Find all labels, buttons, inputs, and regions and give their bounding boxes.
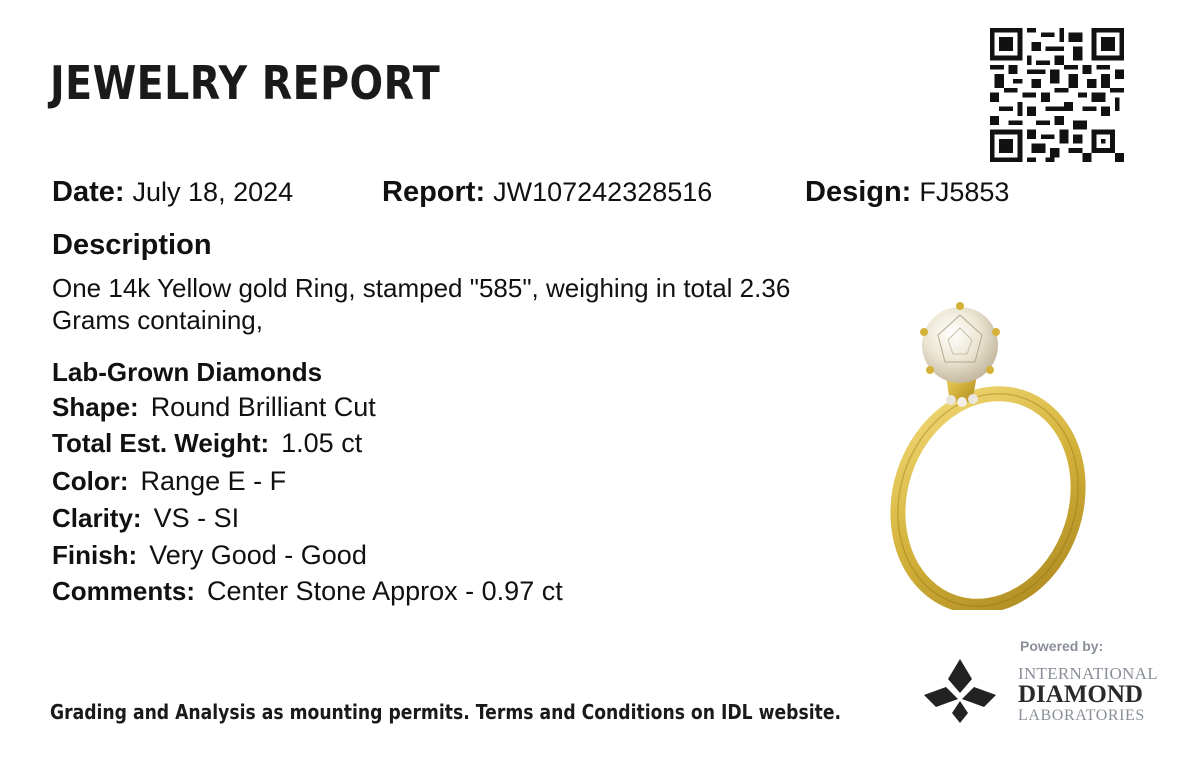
report-number-field — [382, 176, 712, 209]
spec-label: Color: — [52, 466, 129, 496]
spec-color — [52, 466, 286, 497]
design-field — [805, 176, 1009, 209]
brand-line-laboratories: LABORATORIES — [1018, 707, 1145, 724]
spec-label: Shape: — [52, 392, 139, 422]
brand-line-diamond: DIAMOND — [1018, 681, 1143, 708]
spec-value: Range E - F — [140, 466, 287, 496]
spec-label: Finish: — [52, 540, 138, 570]
description-text: One 14k Yellow gold Ring, stamped "585", weighing in total 2.36 Grams containing, — [52, 273, 791, 335]
report-value: JW107242328516 — [493, 177, 713, 207]
spec-shape — [52, 392, 376, 423]
brand-line-international: INTERNATIONAL — [1018, 664, 1158, 683]
spec-label: Comments: — [52, 576, 196, 606]
spec-value: VS - SI — [153, 503, 240, 533]
spec-label: Total Est. Weight: — [52, 428, 270, 458]
spec-value: Round Brilliant Cut — [150, 392, 376, 422]
spec-value: 1.05 ct — [281, 428, 363, 458]
qr-code-icon[interactable] — [990, 28, 1124, 162]
ring-image — [860, 290, 1090, 610]
date-field — [52, 176, 293, 209]
spec-clarity — [52, 503, 239, 534]
lab-grown-heading: Lab-Grown Diamonds — [52, 357, 323, 387]
spec-total-weight — [52, 428, 362, 459]
spec-comments — [52, 576, 563, 607]
spec-value: Center Stone Approx - 0.97 ct — [207, 576, 563, 606]
date-label: Date: — [52, 176, 125, 208]
design-value: FJ5853 — [919, 177, 1010, 207]
report-label: Report: — [382, 176, 486, 208]
description-heading: Description — [52, 229, 212, 261]
idl-logo-icon — [920, 655, 1000, 727]
design-label: Design: — [805, 176, 912, 208]
report-title: JEWELRY REPORT — [50, 56, 441, 110]
spec-finish — [52, 540, 367, 571]
powered-by-label: Powered by: — [1020, 638, 1104, 654]
date-value: July 18, 2024 — [132, 177, 294, 207]
spec-value: Very Good - Good — [149, 540, 367, 570]
spec-label: Clarity: — [52, 503, 142, 533]
footer-disclaimer: Grading and Analysis as mounting permits. Terms and Conditions on IDL website. — [50, 700, 842, 724]
